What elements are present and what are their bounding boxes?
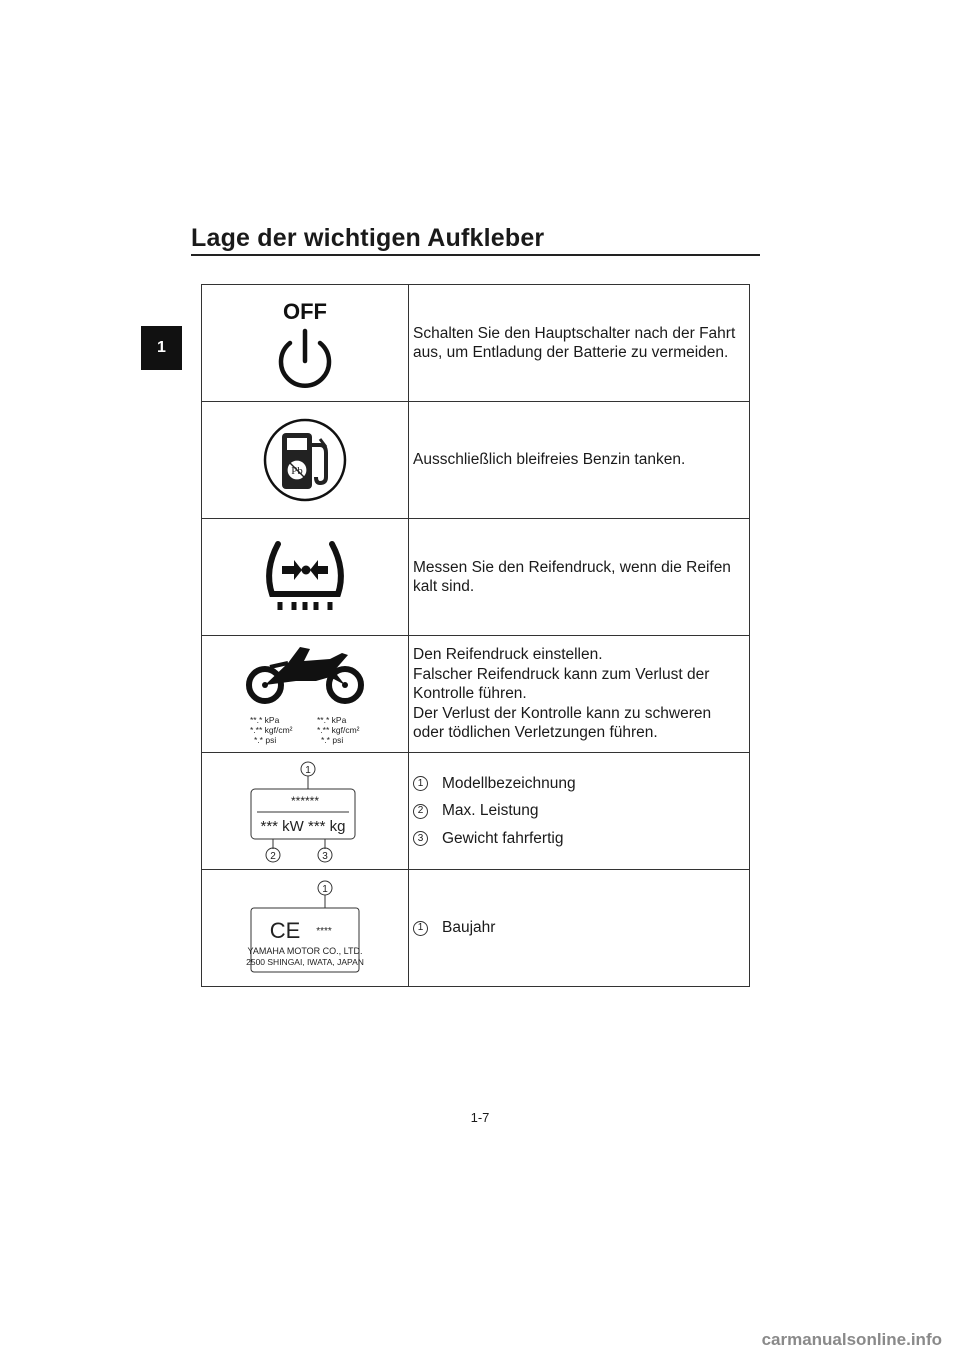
table-row [202,402,750,519]
icon-cell [202,636,409,753]
text-cell [409,285,750,402]
text-cell [409,402,750,519]
list-item-text: Gewicht fahrfertig [442,829,564,847]
list-item [413,801,743,821]
title-rule [191,254,760,256]
label-power-weight: *** kW *** kg [260,818,346,835]
list-item-text: Baujahr [442,919,496,937]
pressure-value: *.* psi [321,735,344,745]
model-label-icon [245,759,365,863]
icon-cell [202,870,409,987]
watermark[interactable]: carmanualsonline.info [761,1330,942,1349]
table-row [202,636,750,753]
pressure-value: *.* psi [254,735,277,745]
callout-number: 1 [322,884,328,895]
pb-label: Pb [291,465,303,477]
maker-name: YAMAHA MOTOR CO., LTD. [247,946,363,956]
pressure-value: **.* kPa [317,715,347,725]
table-row [202,285,750,402]
off-label: OFF [283,299,327,324]
callout-number: 2 [270,851,276,862]
text-cell [409,636,750,753]
chapter-tab[interactable]: 1 [141,326,182,370]
callout-number: 1 [305,765,311,776]
list-item [413,774,743,794]
callout-number: 3 [413,831,428,846]
table-row [202,519,750,636]
table-row [202,870,750,987]
label-text: Messen Sie den Reifendruck, wenn die Reifen kalt sind. [413,558,731,595]
page-title: Lage der wichtigen Aufkleber [191,224,545,252]
label-text: Schalten Sie den Hauptschalter nach der Fahrt aus, um Entladung der Batterie zu vermeiden. [413,324,736,361]
pressure-value: *.** kgf/cm² [317,725,360,735]
callout-number: 2 [413,804,428,819]
label-text: Falscher Reifendruck kann zum Verlust der Kontrolle führen. [413,665,710,703]
label-model-stars: ****** [290,794,320,808]
callout-number: 1 [413,776,428,791]
power-off-icon [260,295,350,391]
list-item-text: Modellbezeichnung [442,774,576,792]
text-cell [409,519,750,636]
unleaded-fuel-icon [262,417,348,503]
icon-cell [202,753,409,870]
list-item [413,918,743,938]
tire-pressure-icon [260,536,350,618]
callout-number: 3 [322,851,328,862]
label-text: Den Reifendruck einstellen. [413,646,603,664]
text-cell [409,753,750,870]
year-stars: **** [316,926,332,937]
list-item-text: Max. Leistung [442,802,539,820]
callout-number: 1 [413,921,428,936]
ce-mark: CE [269,918,301,943]
icon-cell [202,402,409,519]
label-table [201,284,750,987]
pressure-value: *.** kgf/cm² [250,725,293,735]
table-row [202,753,750,870]
icon-cell [202,519,409,636]
icon-cell [202,285,409,402]
pressure-value: **.* kPa [250,715,280,725]
text-cell [409,870,750,987]
page-number: 1-7 [470,1110,490,1125]
label-text: Der Verlust der Kontrolle kann zu schweren oder tödlichen Verletzungen führen. [413,704,712,742]
ce-plate-icon [245,878,365,978]
list-item [413,829,743,849]
maker-address: 2500 SHINGAI, IWATA, JAPAN [246,957,364,967]
label-text: Ausschließlich bleifreies Benzin tanken. [413,451,686,469]
motorcycle-icon [230,641,380,747]
